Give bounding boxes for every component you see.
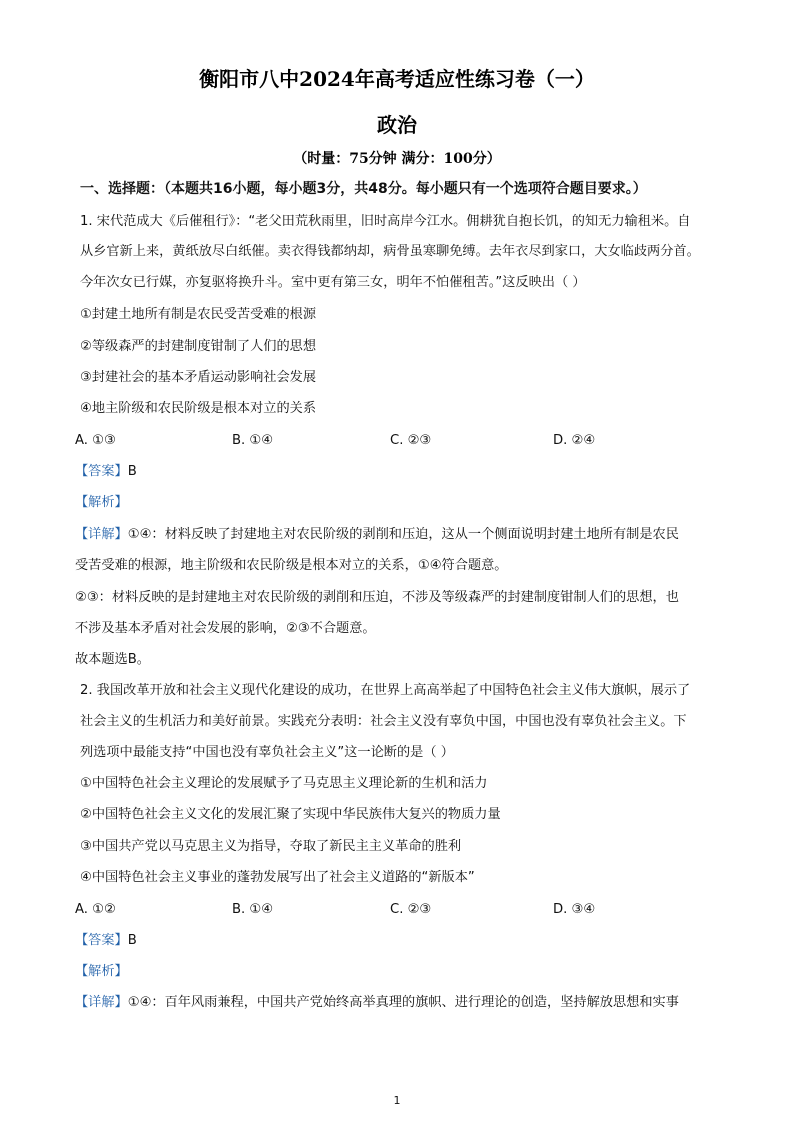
detail-label: 【详解】 <box>75 995 128 1010</box>
q1-option-a: A. ①③ <box>75 433 116 448</box>
q2-item: ④中国特色社会主义事业的蓬勃发展写出了社会主义道路的“新版本” <box>80 870 475 885</box>
answer-value: B <box>127 464 137 479</box>
detail-text: ①④：材料反映了封建地主对农民阶级的剥削和压迫，这从一个侧面说明封建土地所有制是农民 <box>127 527 679 542</box>
q1-detail-line <box>75 526 715 544</box>
q2-analysis-label: 【解析】 <box>75 964 128 979</box>
q2-stem-line: 社会主义的生机活力和美好前景。实践充分表明：社会主义没有辜负中国，中国也没有辜负社会主义。下 <box>80 714 687 729</box>
q2-stem-line: 列选项中最能支持“中国也没有辜负社会主义”这一论断的是（ ） <box>80 745 454 760</box>
q1-stem-line: 1. 宋代范成大《后催租行》：“老父田荒秋雨里，旧时高岸今江水。佣耕犹自抱长饥，的知无力输租米。自 <box>80 214 691 229</box>
answer-label: 【答案】 <box>75 933 128 948</box>
section-heading: 一、选择题：（本题共16小题，每小题3分，共48分。每小题只有一个选项符合题目要求。） <box>80 181 647 197</box>
exam-subject: 政治 <box>377 113 417 137</box>
q1-analysis-label: 【解析】 <box>75 495 128 510</box>
q1-item: ④地主阶级和农民阶级是根本对立的关系 <box>80 401 317 416</box>
q1-option-d: D. ②④ <box>553 433 596 448</box>
q2-item: ①中国特色社会主义理论的发展赋予了马克思主义理论新的生机和活力 <box>80 776 488 791</box>
detail-text: ①④：百年风雨兼程，中国共产党始终高举真理的旗帜、进行理论的创造，坚持解放思想和实事 <box>127 995 679 1010</box>
q1-item: ③封建社会的基本矛盾运动影响社会发展 <box>80 370 317 385</box>
q1-answer <box>75 463 715 481</box>
answer-label: 【答案】 <box>75 464 128 479</box>
q2-item: ③中国共产党以马克思主义为指导，夺取了新民主主义革命的胜利 <box>80 839 462 854</box>
q2-detail-line <box>75 994 715 1012</box>
q2-answer <box>75 932 715 950</box>
q1-stem-line: 从乡官新上来，黄纸放尽白纸催。卖衣得钱都纳却，病骨虽寒聊免缚。去年衣尽到家口，大女临歧两分首。 <box>80 244 700 259</box>
q2-item: ②中国特色社会主义文化的发展汇聚了实现中华民族伟大复兴的物质力量 <box>80 807 501 822</box>
q2-option-d: D. ③④ <box>553 902 596 917</box>
q1-detail-line: ②③：材料反映的是封建地主对农民阶级的剥削和压迫，不涉及等级森严的封建制度钳制人们的思想，也 <box>75 590 679 605</box>
q1-option-c: C. ②③ <box>390 433 432 448</box>
q1-item: ②等级森严的封建制度钳制了人们的思想 <box>80 339 317 354</box>
detail-label: 【详解】 <box>75 527 128 542</box>
q2-option-c: C. ②③ <box>390 902 432 917</box>
q1-option-b: B. ①④ <box>232 433 274 448</box>
q2-option-b: B. ①④ <box>232 902 274 917</box>
q1-stem-line: 今年次女已行媒，亦复驱将换升斗。室中更有第三女，明年不怕催租苦。”这反映出（ ） <box>80 275 586 290</box>
q2-stem-line: 2. 我国改革开放和社会主义现代化建设的成功，在世界上高高举起了中国特色社会主义伟大旗帜，展示了 <box>80 683 691 698</box>
q1-detail-line: 不涉及基本矛盾对社会发展的影响，②③不合题意。 <box>75 621 376 636</box>
q1-item: ①封建土地所有制是农民受苦受难的根源 <box>80 307 317 322</box>
exam-meta: （时量：75分钟 满分：100分） <box>293 151 501 167</box>
q1-detail-line: 受苦受难的根源，地主阶级和农民阶级是根本对立的关系，①④符合题意。 <box>75 558 508 573</box>
answer-value: B <box>127 933 137 948</box>
exam-title: 衡阳市八中2024年高考适应性练习卷（一） <box>199 67 595 91</box>
page-number: 1 <box>393 1094 401 1107</box>
q2-option-a: A. ①② <box>75 902 116 917</box>
q1-detail-line: 故本题选B。 <box>75 652 150 667</box>
